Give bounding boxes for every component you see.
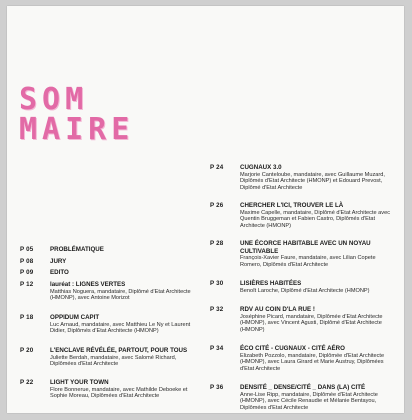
toc-entry (20, 258, 200, 269)
entry-title: lauréat : LIGNES VERTES (50, 281, 126, 288)
toc-entry (210, 384, 396, 412)
toc-entry (20, 246, 200, 258)
page-number: P 12 (20, 281, 34, 288)
entry-description: Elizabeth Pozzolo, mandataire, Diplômée d'Etat Architecte (HMONP), avec Laura Girard et Marie Austruy, Diplômées d'Etat Architecte (240, 352, 385, 373)
page-number: P 24 (210, 164, 224, 171)
page-number: P 26 (210, 202, 224, 209)
entry-title: EDITO (50, 269, 69, 276)
entry-title: L'ENCLAVE RÉVÉLÉE, PARTOUT, POUR TOUS (50, 347, 188, 354)
toc-entry (20, 281, 200, 314)
entry-title: LIGHT YOUR TOWN (50, 379, 109, 386)
entry-title: JURY (50, 258, 67, 265)
page-number: P 34 (210, 345, 224, 352)
entry-description: Maxime Capelle, mandataire, Diplômé d'Etat Architecte avec Quentin Bruggeman et Fabien Castro, Diplômés d'Etat Architecte (HMONP) (240, 209, 390, 230)
toc-entry (20, 347, 200, 379)
toc-entry (210, 345, 396, 384)
entry-description: Matthias Noguera, mandataire, Diplômé d'Etat Architecte (HMONP), avec Antoine Morizot (50, 288, 191, 302)
entry-title: UNE ÉCORCE HABITABLE AVEC UN NOYAU CULTIVABLE (240, 240, 371, 255)
entry-title: CHERCHER L'ICI, TROUVER LE LÀ (240, 202, 344, 209)
toc-entry (210, 164, 396, 202)
page-title (19, 82, 135, 147)
entry-description: Benoît Laroche, Diplômé d'Etat Architecte (HMONP) (240, 287, 370, 294)
toc-entry (20, 269, 200, 281)
entry-description: Juliette Berdah, mandataire, avec Salomé Richard, Diplômées d'Etat Architecte (50, 354, 177, 368)
entry-description: Flore Bonnerue, mandataire, avec Mathilde Deboeke et Sophie Moreau, Diplômées d'Etat Architecte (50, 386, 188, 400)
entry-description: François-Xavier Faure, mandataire, avec Lilian Copete Romero, Diplômés d'Etat Architecte (240, 255, 376, 268)
page-number: P 36 (210, 384, 224, 391)
toc-entry (210, 306, 396, 345)
page-number: P 09 (20, 269, 34, 276)
toc-entry (210, 280, 396, 306)
page-number: P 05 (20, 246, 34, 253)
page-number: P 20 (20, 347, 34, 354)
title-line-1: SOM (19, 82, 89, 117)
page-number: P 22 (20, 379, 34, 386)
page-number: P 28 (210, 240, 224, 247)
page-number: P 30 (210, 280, 224, 287)
entry-description: Marjorie Canteloube, mandataire, avec Guillaume Muzard, Diplômés d'Etat Architecte (HMONP) et Edouard Prevost, Diplômé d'Etat Architecte (240, 171, 385, 192)
entry-title: RDV AU COIN D'LA RUE ! (240, 306, 315, 313)
entry-description: Luc Arnaud, mandataire, avec Matthieu Le Ny et Laurent Didier, Diplômés d'Etat Architecte (HMONP) (50, 321, 191, 335)
page-number: P 18 (20, 314, 34, 321)
entry-title: ÉCO CITÉ - CUGNAUX - CITÉ AÉRO (240, 345, 345, 352)
entry-description: Joséphine Picard, mandataire, Diplômée d'Etat Architecte (HMONP), avec Vincent Agusti, Diplômé d'Etat Architecte (HMONP) (240, 313, 383, 334)
toc-left-column (20, 246, 200, 400)
toc-right-column (210, 164, 396, 412)
entry-title: CUGNAUX 3.0 (240, 164, 282, 171)
magazine-page (7, 6, 404, 413)
toc-entry (20, 379, 200, 400)
entry-description: Anne-Lise Ripp, mandataire, Diplômée d'Etat Architecte (HMONP), avec Cécile Renaudie et Mélanie Bentayou, Diplômées d'Etat Architecte (240, 391, 378, 412)
page-number: P 08 (20, 258, 34, 265)
toc-entry (20, 314, 200, 347)
toc-entry (210, 240, 396, 280)
entry-title: LISIÈRES HABITÉES (240, 280, 302, 287)
toc-entry (210, 202, 396, 240)
entry-title: DENSITÉ _ DENSE/CITÉ _ DANS (LA) CITÉ (240, 384, 366, 391)
entry-title: OPPIDUM CAPIT (50, 314, 100, 321)
page-number: P 32 (210, 306, 224, 313)
title-line-2: MAIRE (19, 112, 135, 147)
entry-title: PROBLÉMATIQUE (50, 246, 104, 253)
